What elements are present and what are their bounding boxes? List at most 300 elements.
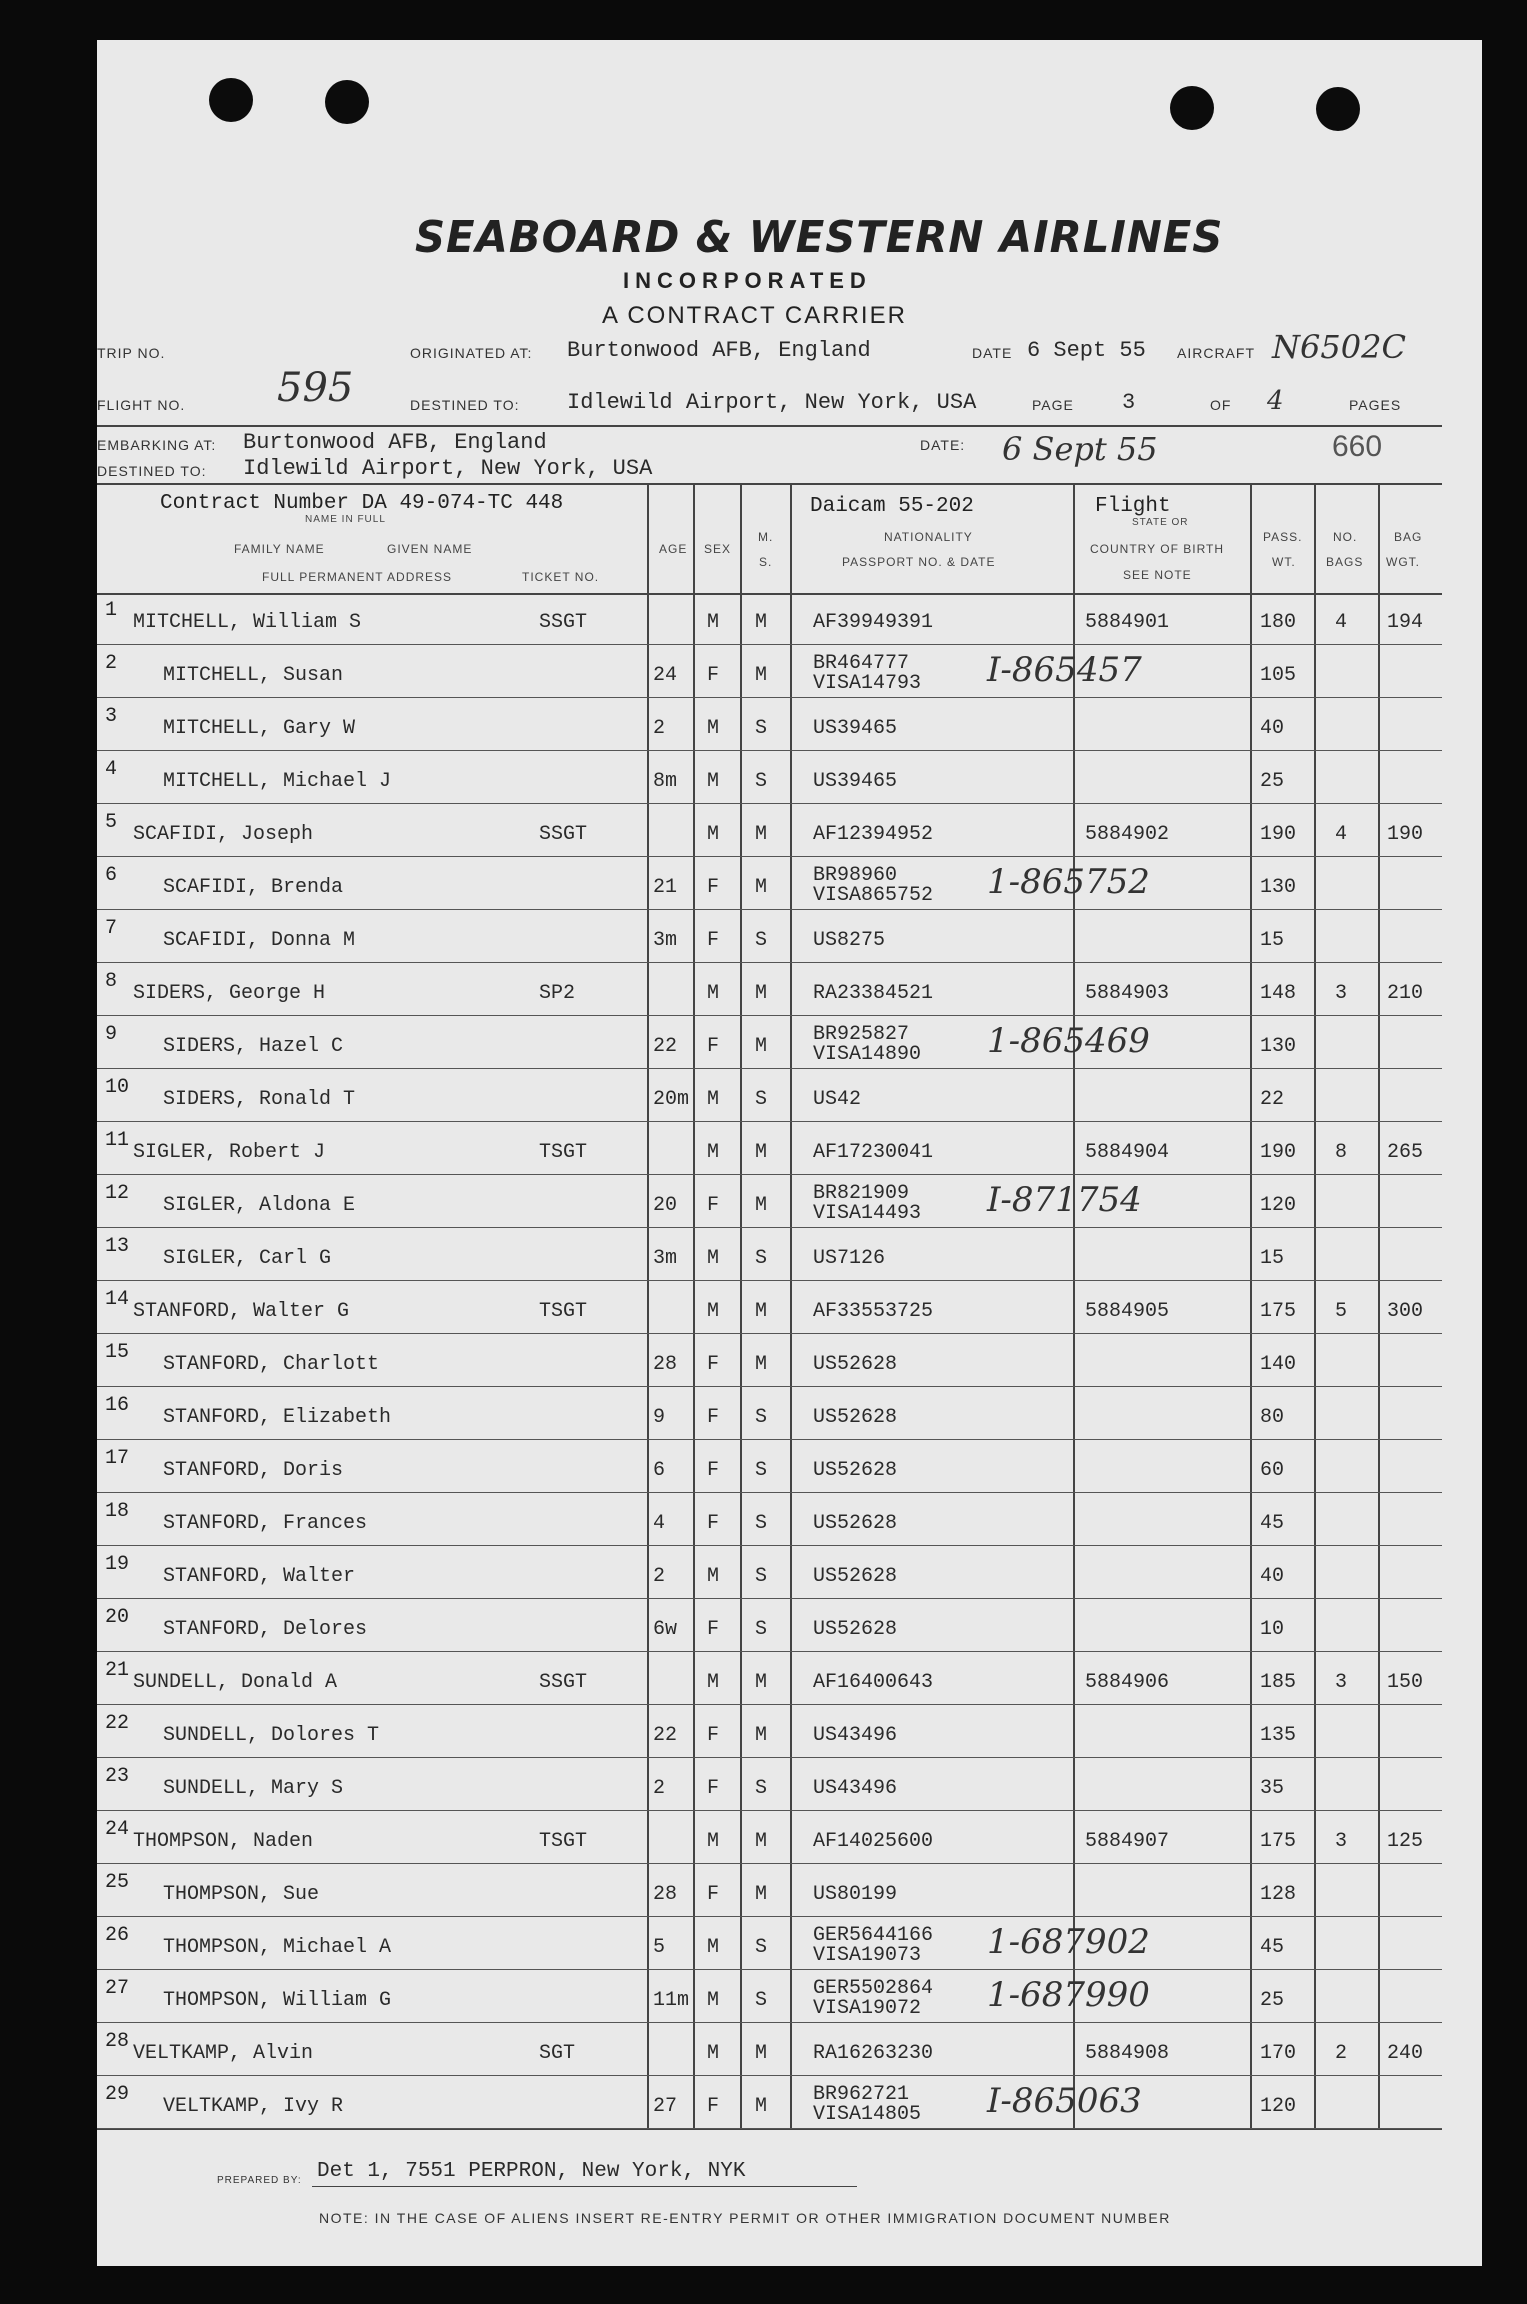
cell-sex: F — [707, 1883, 720, 1906]
cell-age: 2 — [653, 1565, 666, 1588]
row-divider — [97, 1969, 1442, 1970]
cell-sex: M — [707, 1671, 720, 1694]
table-row — [97, 805, 1442, 858]
cell-visa: VISA14493 — [813, 1202, 922, 1225]
row-number: 27 — [105, 1977, 130, 2000]
row-divider — [97, 1492, 1442, 1493]
cell-bags: 8 — [1335, 1141, 1348, 1164]
cell-wt: 120 — [1260, 1194, 1297, 1217]
cell-wt: 22 — [1260, 1088, 1285, 1111]
cell-visa: VISA19073 — [813, 1944, 922, 1967]
cell-passport: US39465 — [813, 770, 898, 793]
contract-number: Contract Number DA 49-074-TC 448 — [160, 492, 564, 515]
cell-passport: GER5502864 — [813, 1977, 934, 2000]
cell-wt: 35 — [1260, 1777, 1285, 1800]
cell-bags: 2 — [1335, 2042, 1348, 2065]
cell-passport: US52628 — [813, 1618, 898, 1641]
cell-ms: M — [755, 1353, 768, 1376]
table-row — [97, 1123, 1442, 1176]
cell-name: SUNDELL, Mary S — [163, 1777, 344, 1800]
cell-wt: 185 — [1260, 1671, 1297, 1694]
row-divider — [97, 1333, 1442, 1334]
page-label: PAGE — [1032, 397, 1074, 413]
cell-wt: 148 — [1260, 982, 1297, 1005]
divider — [97, 425, 1442, 427]
row-number: 21 — [105, 1659, 130, 1682]
cell-name: MITCHELL, William S — [133, 611, 362, 634]
cell-wt: 15 — [1260, 929, 1285, 952]
cell-passport: AF33553725 — [813, 1300, 934, 1323]
cell-wt: 80 — [1260, 1406, 1285, 1429]
table-row — [97, 1441, 1442, 1494]
cell-sex: F — [707, 664, 720, 687]
cell-passport: AF16400643 — [813, 1671, 934, 1694]
state-or-header: STATE OR — [1132, 517, 1189, 528]
cell-name: SIDERS, George H — [133, 982, 326, 1005]
cell-passport: US43496 — [813, 1777, 898, 1800]
cell-sex: F — [707, 1459, 720, 1482]
cell-sex: F — [707, 1035, 720, 1058]
table-row — [97, 1017, 1442, 1070]
cell-name: SIGLER, Robert J — [133, 1141, 326, 1164]
cell-age: 3m — [653, 929, 678, 952]
cell-ms: M — [755, 1141, 768, 1164]
cell-flight: 5884901 — [1085, 611, 1170, 634]
table-row — [97, 2024, 1442, 2077]
airline-name: SEABOARD & WESTERN AIRLINES — [415, 212, 1224, 263]
cell-wt: 140 — [1260, 1353, 1297, 1376]
table-row — [97, 858, 1442, 911]
cell-ms: M — [755, 2042, 768, 2065]
row-divider — [97, 1757, 1442, 1758]
page-value: 3 — [1122, 390, 1136, 415]
cell-age: 28 — [653, 1353, 678, 1376]
cell-ms: M — [755, 1300, 768, 1323]
family-name-header: FAMILY NAME — [234, 542, 325, 556]
cell-age: 21 — [653, 876, 678, 899]
cell-bags: 3 — [1335, 1830, 1348, 1853]
no-header: NO. — [1333, 530, 1358, 544]
cell-sex: F — [707, 1724, 720, 1747]
row-divider — [97, 1916, 1442, 1917]
cell-passport: US80199 — [813, 1883, 898, 1906]
cell-rank: TSGT — [539, 1830, 588, 1853]
cell-age: 9 — [653, 1406, 666, 1429]
cell-age: 22 — [653, 1724, 678, 1747]
cell-sex: M — [707, 1936, 720, 1959]
date-value: 6 Sept 55 — [1027, 338, 1146, 363]
cell-bags: 3 — [1335, 982, 1348, 1005]
row-divider — [97, 2075, 1442, 2076]
cell-ms: S — [755, 1459, 768, 1482]
cell-immigration-number: 1-865752 — [987, 862, 1150, 902]
table-row — [97, 699, 1442, 752]
row-number: 22 — [105, 1712, 130, 1735]
row-divider — [97, 1704, 1442, 1705]
cell-passport: RA23384521 — [813, 982, 934, 1005]
cell-ms: S — [755, 1936, 768, 1959]
of-value: 4 — [1267, 386, 1284, 416]
aircraft-label: AIRCRAFT — [1177, 345, 1255, 361]
cell-sex: M — [707, 1247, 720, 1270]
row-number: 6 — [105, 864, 118, 887]
row-number: 23 — [105, 1765, 130, 1788]
table-row — [97, 1335, 1442, 1388]
table-row — [97, 646, 1442, 699]
row-divider — [97, 1121, 1442, 1122]
cell-age: 20 — [653, 1194, 678, 1217]
cell-passport: BR98960 — [813, 864, 898, 887]
cell-sex: M — [707, 2042, 720, 2065]
row-divider — [97, 909, 1442, 910]
cell-ms: S — [755, 717, 768, 740]
cell-name: STANFORD, Walter G — [133, 1300, 350, 1323]
row-number: 1 — [105, 599, 118, 622]
cell-name: STANFORD, Doris — [163, 1459, 344, 1482]
cell-visa: VISA865752 — [813, 884, 934, 907]
cell-sex: F — [707, 1406, 720, 1429]
cell-bags: 4 — [1335, 611, 1348, 634]
row-number: 19 — [105, 1553, 130, 1576]
embarking-label: EMBARKING AT: — [97, 437, 217, 453]
cell-passport: US52628 — [813, 1565, 898, 1588]
destined2-value: Idlewild Airport, New York, USA — [243, 456, 653, 481]
ms-header-s: S. — [759, 555, 773, 569]
cell-age: 6 — [653, 1459, 666, 1482]
cell-wt: 190 — [1260, 1141, 1297, 1164]
prepared-by-value: Det 1, 7551 PERPRON, New York, NYK — [317, 2160, 746, 2183]
flight-column-note: Flight — [1095, 495, 1171, 518]
cell-wt: 128 — [1260, 1883, 1297, 1906]
cell-ms: M — [755, 1194, 768, 1217]
cell-immigration-number: 1-687902 — [987, 1922, 1150, 1962]
cell-passport: US8275 — [813, 929, 886, 952]
row-divider — [97, 1545, 1442, 1546]
cell-immigration-number: I-871754 — [987, 1180, 1142, 1220]
of-label: OF — [1210, 397, 1232, 413]
cell-passport: AF17230041 — [813, 1141, 934, 1164]
cell-age: 22 — [653, 1035, 678, 1058]
cell-ms: M — [755, 1883, 768, 1906]
prepared-by-label: PREPARED BY: — [217, 2175, 302, 2186]
cell-wt: 190 — [1260, 823, 1297, 846]
cell-flight: 5884905 — [1085, 1300, 1170, 1323]
given-name-header: GIVEN NAME — [387, 542, 473, 556]
punch-hole — [325, 80, 369, 124]
wt-header: WT. — [1272, 555, 1296, 569]
cell-ms: S — [755, 1618, 768, 1641]
cell-bagwt: 300 — [1387, 1300, 1424, 1323]
table-top-border — [97, 483, 1442, 485]
cell-sex: F — [707, 1353, 720, 1376]
row-number: 11 — [105, 1129, 130, 1152]
cell-name: THOMPSON, Naden — [133, 1830, 314, 1853]
cell-age: 20m — [653, 1088, 690, 1111]
cell-sex: M — [707, 823, 720, 846]
row-divider — [97, 1015, 1442, 1016]
cell-ms: M — [755, 1035, 768, 1058]
row-number: 15 — [105, 1341, 130, 1364]
table-row — [97, 1865, 1442, 1918]
cell-sex: M — [707, 1830, 720, 1853]
cell-age: 5 — [653, 1936, 666, 1959]
row-number: 5 — [105, 811, 118, 834]
cell-bagwt: 240 — [1387, 2042, 1424, 2065]
cell-name: SUNDELL, Dolores T — [163, 1724, 380, 1747]
row-divider — [97, 1810, 1442, 1811]
cell-bagwt: 150 — [1387, 1671, 1424, 1694]
cell-passport: BR962721 — [813, 2083, 910, 2106]
flight-no-value: 595 — [277, 365, 354, 411]
cell-wt: 10 — [1260, 1618, 1285, 1641]
cell-ms: S — [755, 1565, 768, 1588]
cell-immigration-number: I-865457 — [987, 650, 1142, 690]
row-divider — [97, 1386, 1442, 1387]
table-row — [97, 1918, 1442, 1971]
row-divider — [97, 1863, 1442, 1864]
originated-label: ORIGINATED AT: — [410, 345, 533, 361]
cell-ms: M — [755, 823, 768, 846]
row-divider — [97, 2128, 1442, 2129]
cell-wt: 15 — [1260, 1247, 1285, 1270]
cell-sex: M — [707, 982, 720, 1005]
cell-name: SIDERS, Ronald T — [163, 1088, 356, 1111]
cell-sex: M — [707, 1989, 720, 2012]
row-number: 25 — [105, 1871, 130, 1894]
cell-bags: 3 — [1335, 1671, 1348, 1694]
table-row — [97, 1706, 1442, 1759]
cell-immigration-number: I-865063 — [987, 2081, 1142, 2121]
cell-age: 4 — [653, 1512, 666, 1535]
cell-name: SCAFIDI, Joseph — [133, 823, 314, 846]
cell-name: THOMPSON, William G — [163, 1989, 392, 2012]
cell-sex: F — [707, 2095, 720, 2118]
row-divider — [97, 1598, 1442, 1599]
cell-flight: 5884904 — [1085, 1141, 1170, 1164]
cell-passport: BR464777 — [813, 652, 910, 675]
address-header: FULL PERMANENT ADDRESS — [262, 570, 453, 584]
row-divider — [97, 2022, 1442, 2023]
cell-rank: TSGT — [539, 1300, 588, 1323]
incorporated-label: INCORPORATED — [623, 268, 872, 293]
row-number: 12 — [105, 1182, 130, 1205]
ticket-header: TICKET NO. — [522, 570, 600, 584]
cell-wt: 45 — [1260, 1512, 1285, 1535]
cell-sex: F — [707, 1777, 720, 1800]
row-number: 10 — [105, 1076, 130, 1099]
cell-passport: US52628 — [813, 1459, 898, 1482]
date2-value: 6 Sept 55 — [1002, 430, 1158, 468]
row-divider — [97, 856, 1442, 857]
cell-wt: 175 — [1260, 1830, 1297, 1853]
cell-name: STANFORD, Charlott — [163, 1353, 380, 1376]
cell-passport: US42 — [813, 1088, 862, 1111]
cell-sex: F — [707, 1512, 720, 1535]
cell-name: STANFORD, Frances — [163, 1512, 368, 1535]
cell-bagwt: 210 — [1387, 982, 1424, 1005]
cell-ms: M — [755, 611, 768, 634]
cell-wt: 25 — [1260, 770, 1285, 793]
cell-passport: RA16263230 — [813, 2042, 934, 2065]
cell-name: VELTKAMP, Alvin — [133, 2042, 314, 2065]
row-divider — [97, 750, 1442, 751]
destined-label: DESTINED TO: — [410, 397, 520, 413]
stamp-number: 660 — [1332, 430, 1383, 463]
cell-passport: US43496 — [813, 1724, 898, 1747]
cell-flight: 5884908 — [1085, 2042, 1170, 2065]
cell-wt: 40 — [1260, 717, 1285, 740]
punch-hole — [1170, 86, 1214, 130]
cell-passport: GER5644166 — [813, 1924, 934, 1947]
cell-bagwt: 125 — [1387, 1830, 1424, 1853]
aircraft-value: N6502C — [1272, 328, 1406, 366]
cell-sex: M — [707, 1300, 720, 1323]
pass-header: PASS. — [1263, 530, 1303, 544]
cell-visa: VISA19072 — [813, 1997, 922, 2020]
cell-name: SCAFIDI, Brenda — [163, 876, 344, 899]
cell-ms: S — [755, 1512, 768, 1535]
table-row — [97, 1282, 1442, 1335]
punch-hole — [1316, 87, 1360, 131]
cell-passport: US52628 — [813, 1353, 898, 1376]
cell-sex: F — [707, 1618, 720, 1641]
cell-age: 2 — [653, 1777, 666, 1800]
cell-age: 2 — [653, 717, 666, 740]
cell-name: SUNDELL, Donald A — [133, 1671, 338, 1694]
country-header: COUNTRY OF BIRTH — [1090, 542, 1225, 556]
cell-wt: 170 — [1260, 2042, 1297, 2065]
row-divider — [97, 1174, 1442, 1175]
cell-age: 28 — [653, 1883, 678, 1906]
table-row — [97, 1653, 1442, 1706]
cell-immigration-number: 1-687990 — [987, 1975, 1150, 2015]
cell-rank: SP2 — [539, 982, 576, 1005]
row-number: 4 — [105, 758, 118, 781]
cell-name: MITCHELL, Gary W — [163, 717, 356, 740]
wgt-header: WGT. — [1386, 555, 1420, 569]
cell-age: 6w — [653, 1618, 678, 1641]
cell-visa: VISA14793 — [813, 672, 922, 695]
table-row — [97, 1176, 1442, 1229]
cell-ms: S — [755, 1989, 768, 2012]
cell-ms: M — [755, 2095, 768, 2118]
date2-label: DATE: — [920, 437, 966, 453]
row-divider — [97, 803, 1442, 804]
cell-sex: M — [707, 1088, 720, 1111]
cell-wt: 130 — [1260, 876, 1297, 899]
row-divider — [97, 1227, 1442, 1228]
cell-bags: 4 — [1335, 823, 1348, 846]
date-label: DATE — [972, 345, 1013, 361]
contract-carrier-label: A CONTRACT CARRIER — [602, 302, 907, 329]
cell-wt: 105 — [1260, 664, 1297, 687]
row-number: 14 — [105, 1288, 130, 1311]
table-row — [97, 964, 1442, 1017]
row-divider — [97, 1068, 1442, 1069]
cell-age: 27 — [653, 2095, 678, 2118]
cell-immigration-number: 1-865469 — [987, 1021, 1150, 1061]
cell-name: SIGLER, Aldona E — [163, 1194, 356, 1217]
cell-name: MITCHELL, Michael J — [163, 770, 392, 793]
cell-sex: M — [707, 1141, 720, 1164]
cell-sex: M — [707, 717, 720, 740]
prepared-by-line — [312, 2186, 857, 2187]
cell-visa: VISA14805 — [813, 2103, 922, 2126]
table-row — [97, 1388, 1442, 1441]
cell-rank: SGT — [539, 2042, 576, 2065]
cell-ms: S — [755, 770, 768, 793]
cell-sex: M — [707, 1565, 720, 1588]
nationality-header: NATIONALITY — [884, 530, 973, 544]
row-divider — [97, 1651, 1442, 1652]
row-divider — [97, 697, 1442, 698]
cell-wt: 175 — [1260, 1300, 1297, 1323]
cell-bagwt: 265 — [1387, 1141, 1424, 1164]
ms-header-m: M. — [758, 530, 774, 544]
cell-ms: M — [755, 664, 768, 687]
row-number: 8 — [105, 970, 118, 993]
row-divider — [97, 1280, 1442, 1281]
cell-name: SCAFIDI, Donna M — [163, 929, 356, 952]
cell-ms: S — [755, 1247, 768, 1270]
cell-name: THOMPSON, Sue — [163, 1883, 320, 1906]
table-row — [97, 1494, 1442, 1547]
age-header: AGE — [659, 542, 688, 556]
cell-wt: 60 — [1260, 1459, 1285, 1482]
row-number: 16 — [105, 1394, 130, 1417]
cell-age: 24 — [653, 664, 678, 687]
cell-rank: TSGT — [539, 1141, 588, 1164]
cell-rank: SSGT — [539, 823, 588, 846]
cell-sex: M — [707, 611, 720, 634]
destined-value: Idlewild Airport, New York, USA — [567, 390, 977, 415]
table-row — [97, 1547, 1442, 1600]
cell-age: 3m — [653, 1247, 678, 1270]
cell-name: STANFORD, Walter — [163, 1565, 356, 1588]
cell-ms: M — [755, 1724, 768, 1747]
bag-header: BAG — [1394, 530, 1423, 544]
cell-age: 11m — [653, 1989, 690, 2012]
cell-name: STANFORD, Elizabeth — [163, 1406, 392, 1429]
row-number: 13 — [105, 1235, 130, 1258]
name-in-full-header: NAME IN FULL — [305, 514, 386, 525]
cell-ms: M — [755, 1671, 768, 1694]
cell-ms: S — [755, 929, 768, 952]
cell-wt: 130 — [1260, 1035, 1297, 1058]
passport-header: PASSPORT NO. & DATE — [842, 555, 996, 569]
cell-ms: M — [755, 982, 768, 1005]
row-number: 26 — [105, 1924, 130, 1947]
sex-header: SEX — [704, 542, 732, 556]
cell-name: SIGLER, Carl G — [163, 1247, 332, 1270]
cell-passport: US52628 — [813, 1406, 898, 1429]
table-row — [97, 1070, 1442, 1123]
cell-passport: AF12394952 — [813, 823, 934, 846]
row-number: 2 — [105, 652, 118, 675]
cell-passport: AF39949391 — [813, 611, 934, 634]
row-number: 17 — [105, 1447, 130, 1470]
cell-name: STANFORD, Delores — [163, 1618, 368, 1641]
see-note-header: SEE NOTE — [1123, 568, 1192, 582]
table-row — [97, 593, 1442, 646]
cell-wt: 25 — [1260, 1989, 1285, 2012]
table-row — [97, 1812, 1442, 1865]
cell-flight: 5884902 — [1085, 823, 1170, 846]
cell-flight: 5884903 — [1085, 982, 1170, 1005]
cell-ms: M — [755, 876, 768, 899]
cell-passport: US39465 — [813, 717, 898, 740]
cell-rank: SSGT — [539, 611, 588, 634]
